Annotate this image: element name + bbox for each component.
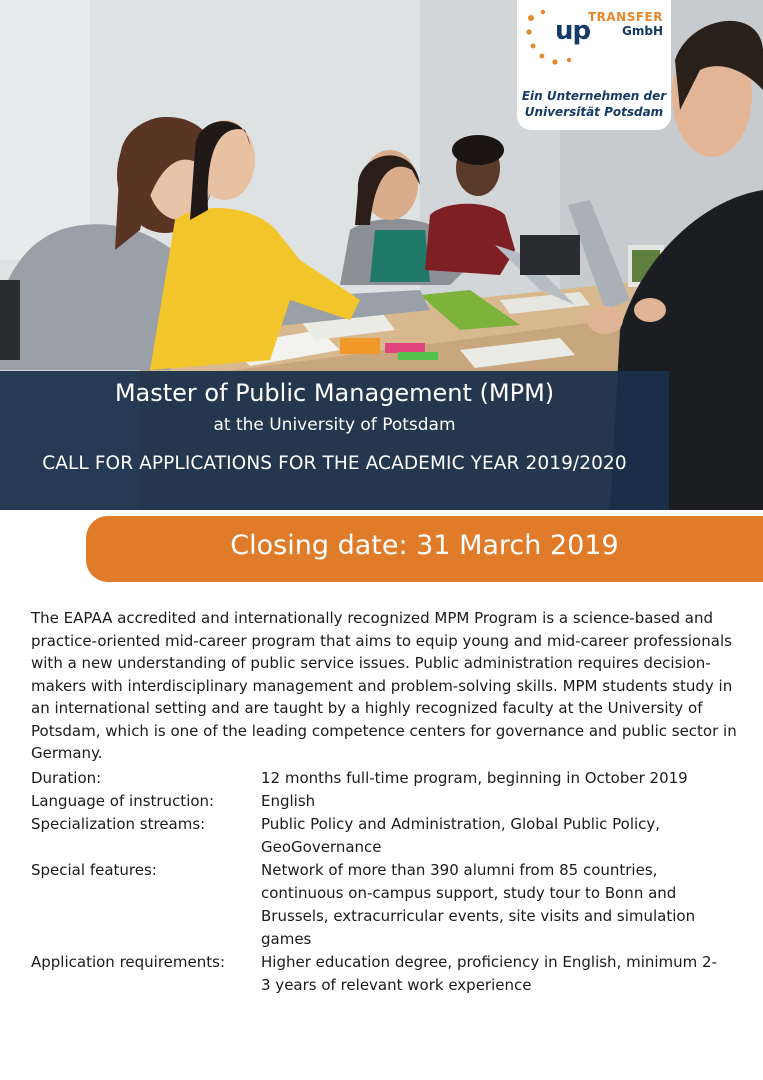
page-subtitle: at the University of Potsdam bbox=[213, 415, 456, 435]
detail-row-duration bbox=[31, 767, 743, 790]
detail-label: Specialization streams: bbox=[31, 815, 206, 833]
detail-value: Public Policy and Administration, Global Public Policy, GeoGovernance bbox=[261, 815, 661, 856]
closing-date-bar bbox=[86, 516, 763, 582]
page-title: Master of Public Management (MPM) bbox=[114, 379, 555, 407]
detail-label: Application requirements: bbox=[31, 953, 226, 971]
call-for-applications: CALL FOR APPLICATIONS FOR THE ACADEMIC YEAR 2019/2020 bbox=[42, 453, 627, 474]
detail-row-requirements bbox=[31, 951, 743, 997]
logo-brand-line2: GmbH bbox=[622, 24, 663, 38]
detail-value: Network of more than 390 alumni from 85 countries, continuous on-campus support, study tour to Bonn and Brussels, extracurricular events, site visits and simulation games bbox=[261, 861, 696, 948]
detail-row-special-features bbox=[31, 859, 743, 951]
logo-caption-line1: Ein Unternehmen der bbox=[521, 89, 667, 103]
logo-up-mark: up bbox=[555, 16, 591, 46]
logo-brand-line1: TRANSFER bbox=[587, 10, 663, 24]
logo-caption bbox=[517, 88, 671, 120]
title-banner bbox=[0, 371, 669, 510]
detail-row-specialization bbox=[31, 813, 743, 859]
closing-date-text: Closing date: 31 March 2019 bbox=[230, 530, 619, 561]
program-details bbox=[31, 767, 743, 997]
detail-label: Special features: bbox=[31, 861, 157, 879]
logo-caption-line2: Universität Potsdam bbox=[524, 105, 664, 119]
detail-label: Language of instruction: bbox=[31, 792, 215, 810]
logo-brand bbox=[588, 10, 663, 38]
up-transfer-logo bbox=[517, 0, 671, 130]
detail-value: Higher education degree, proficiency in English, minimum 2-3 years of relevant work experience bbox=[261, 953, 718, 994]
detail-value: 12 months full-time program, beginning in October 2019 bbox=[261, 769, 688, 787]
detail-row-language bbox=[31, 790, 743, 813]
intro-paragraph: The EAPAA accredited and internationally recognized MPM Program is a science-based and practice-oriented mid-career program that aims to equip young and mid-career professionals with a new understanding of public service issues. Public administration requires decision-makers with interdisciplinary management and problem-solving skills. MPM students study in an international setting and are taught by a highly recognized faculty at the University of Potsdam, which is one of the leading competence centers for governance and public sector in Germany. bbox=[31, 609, 737, 762]
detail-label: Duration: bbox=[31, 769, 102, 787]
detail-value: English bbox=[261, 792, 316, 810]
